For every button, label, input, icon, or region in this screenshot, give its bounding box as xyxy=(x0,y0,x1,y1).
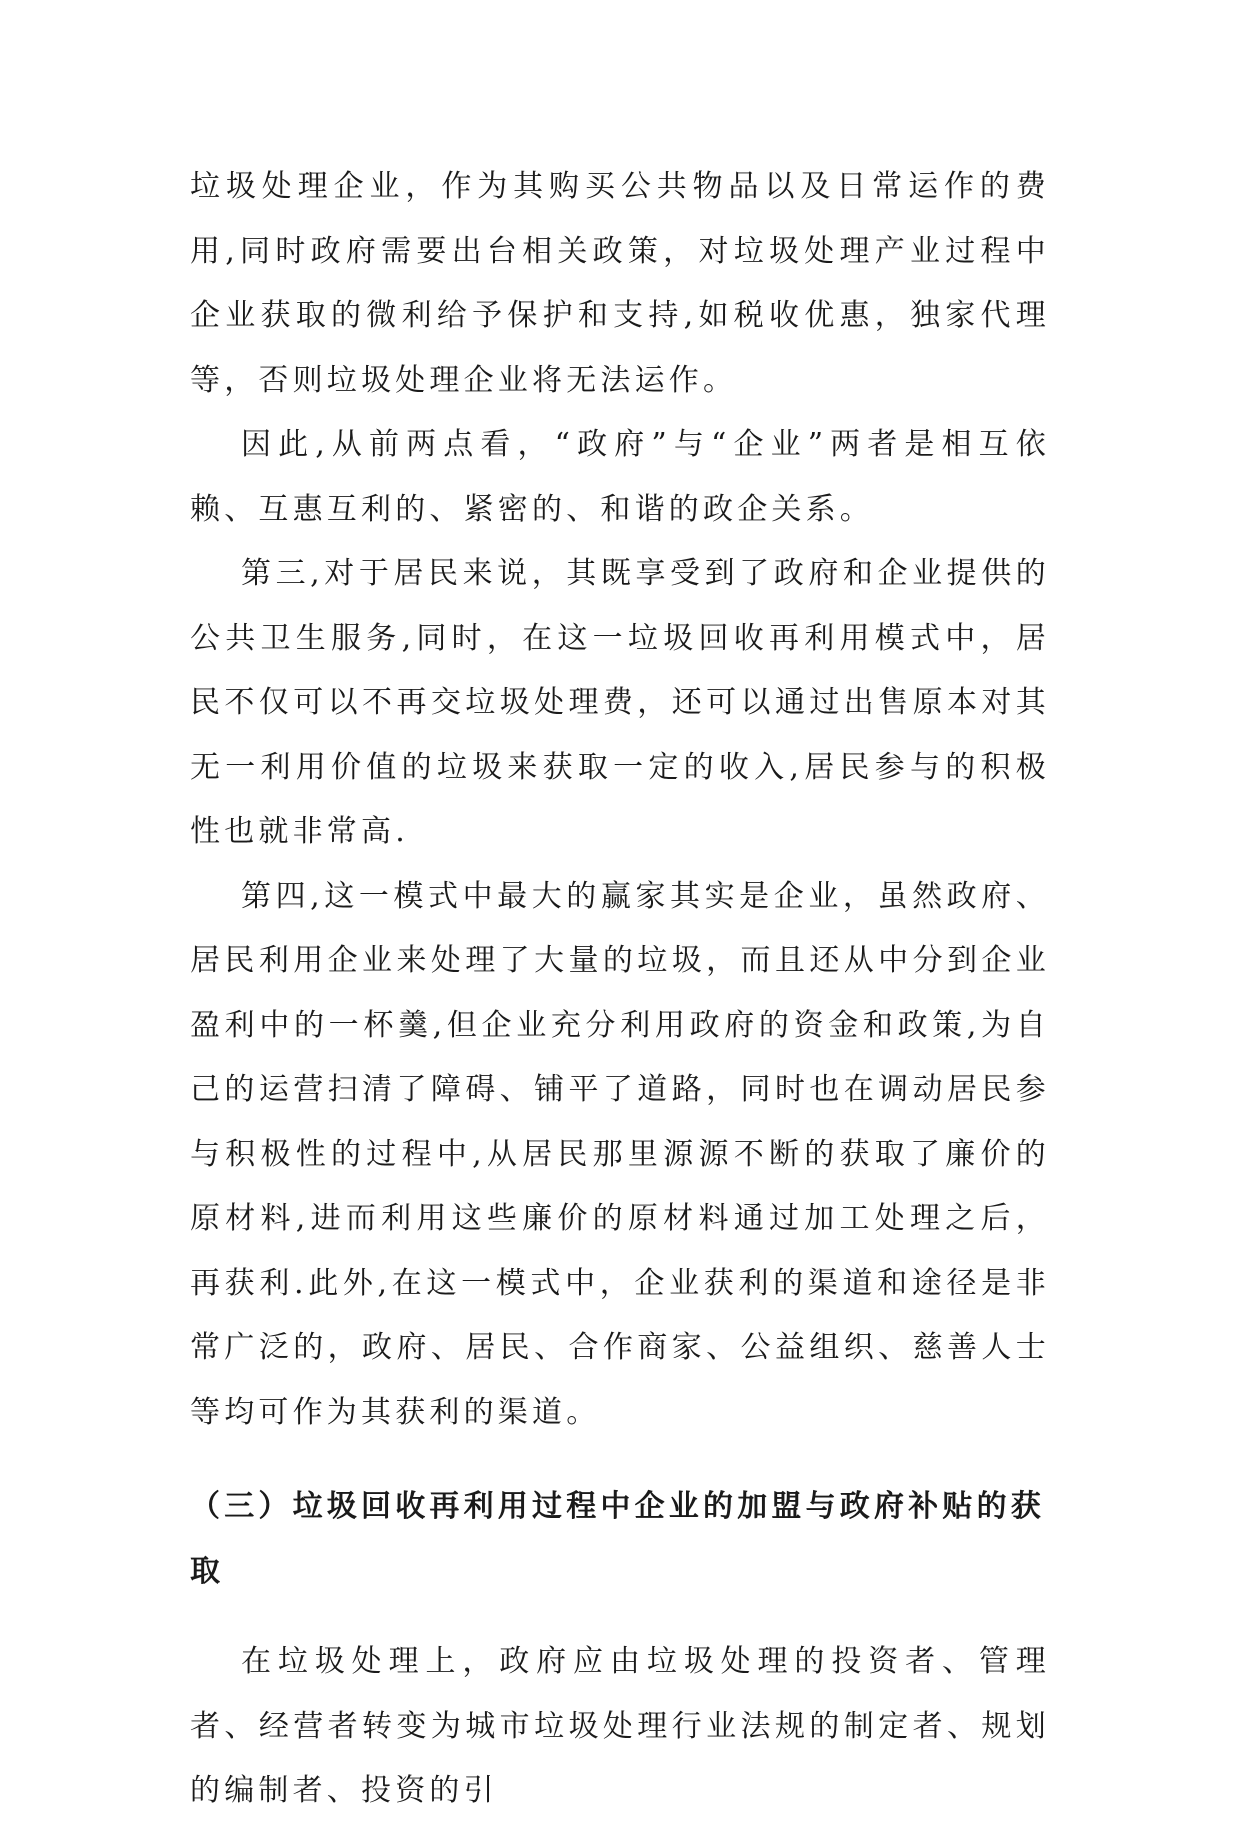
document-body xyxy=(190,155,1050,1824)
paragraph-continuation: 垃圾处理企业，作为其购买公共物品以及日常运作的费用,同时政府需要出台相关政策，对垃圾处理产业过程中企业获取的微利给予保护和支持,如税收优惠，独家代理等，否则垃圾处理企业将无法运作。 xyxy=(190,169,1050,398)
paragraph-third-point: 第三,对于居民来说，其既享受到了政府和企业提供的公共卫生服务,同时，在这一垃圾回收再利用模式中，居民不仅可以不再交垃圾处理费，还可以通过出售原本对其无一利用价值的垃圾来获取一定的收入,居民参与的积极性也就非常高. xyxy=(190,556,1050,849)
paragraph-section-start: 在垃圾处理上，政府应由垃圾处理的投资者、管理者、经营者转变为城市垃圾处理行业法规的制定者、规划的编制者、投资的引 xyxy=(190,1644,1050,1808)
paragraph-conclusion: 因此,从前两点看，“政府”与“企业”两者是相互依赖、互惠互利的、紧密的、和谐的政企关系。 xyxy=(190,427,1050,527)
paragraph-fourth-point: 第四,这一模式中最大的赢家其实是企业，虽然政府、居民利用企业来处理了大量的垃圾，而且还从中分到企业盈利中的一杯羹,但企业充分利用政府的资金和政策,为自己的运营扫清了障碍、铺平了道路，同时也在调动居民参与积极性的过程中,从居民那里源源不断的获取了廉价的原材料,进而利用这些廉价的原材料通过加工处理之后，再获利.此外,在这一模式中，企业获利的渠道和途径是非常广泛的，政府、居民、合作商家、公益组织、慈善人士等均可作为其获利的渠道。 xyxy=(190,878,1050,1430)
section-heading: （三）垃圾回收再利用过程中企业的加盟与政府补贴的获取 xyxy=(190,1489,1045,1589)
